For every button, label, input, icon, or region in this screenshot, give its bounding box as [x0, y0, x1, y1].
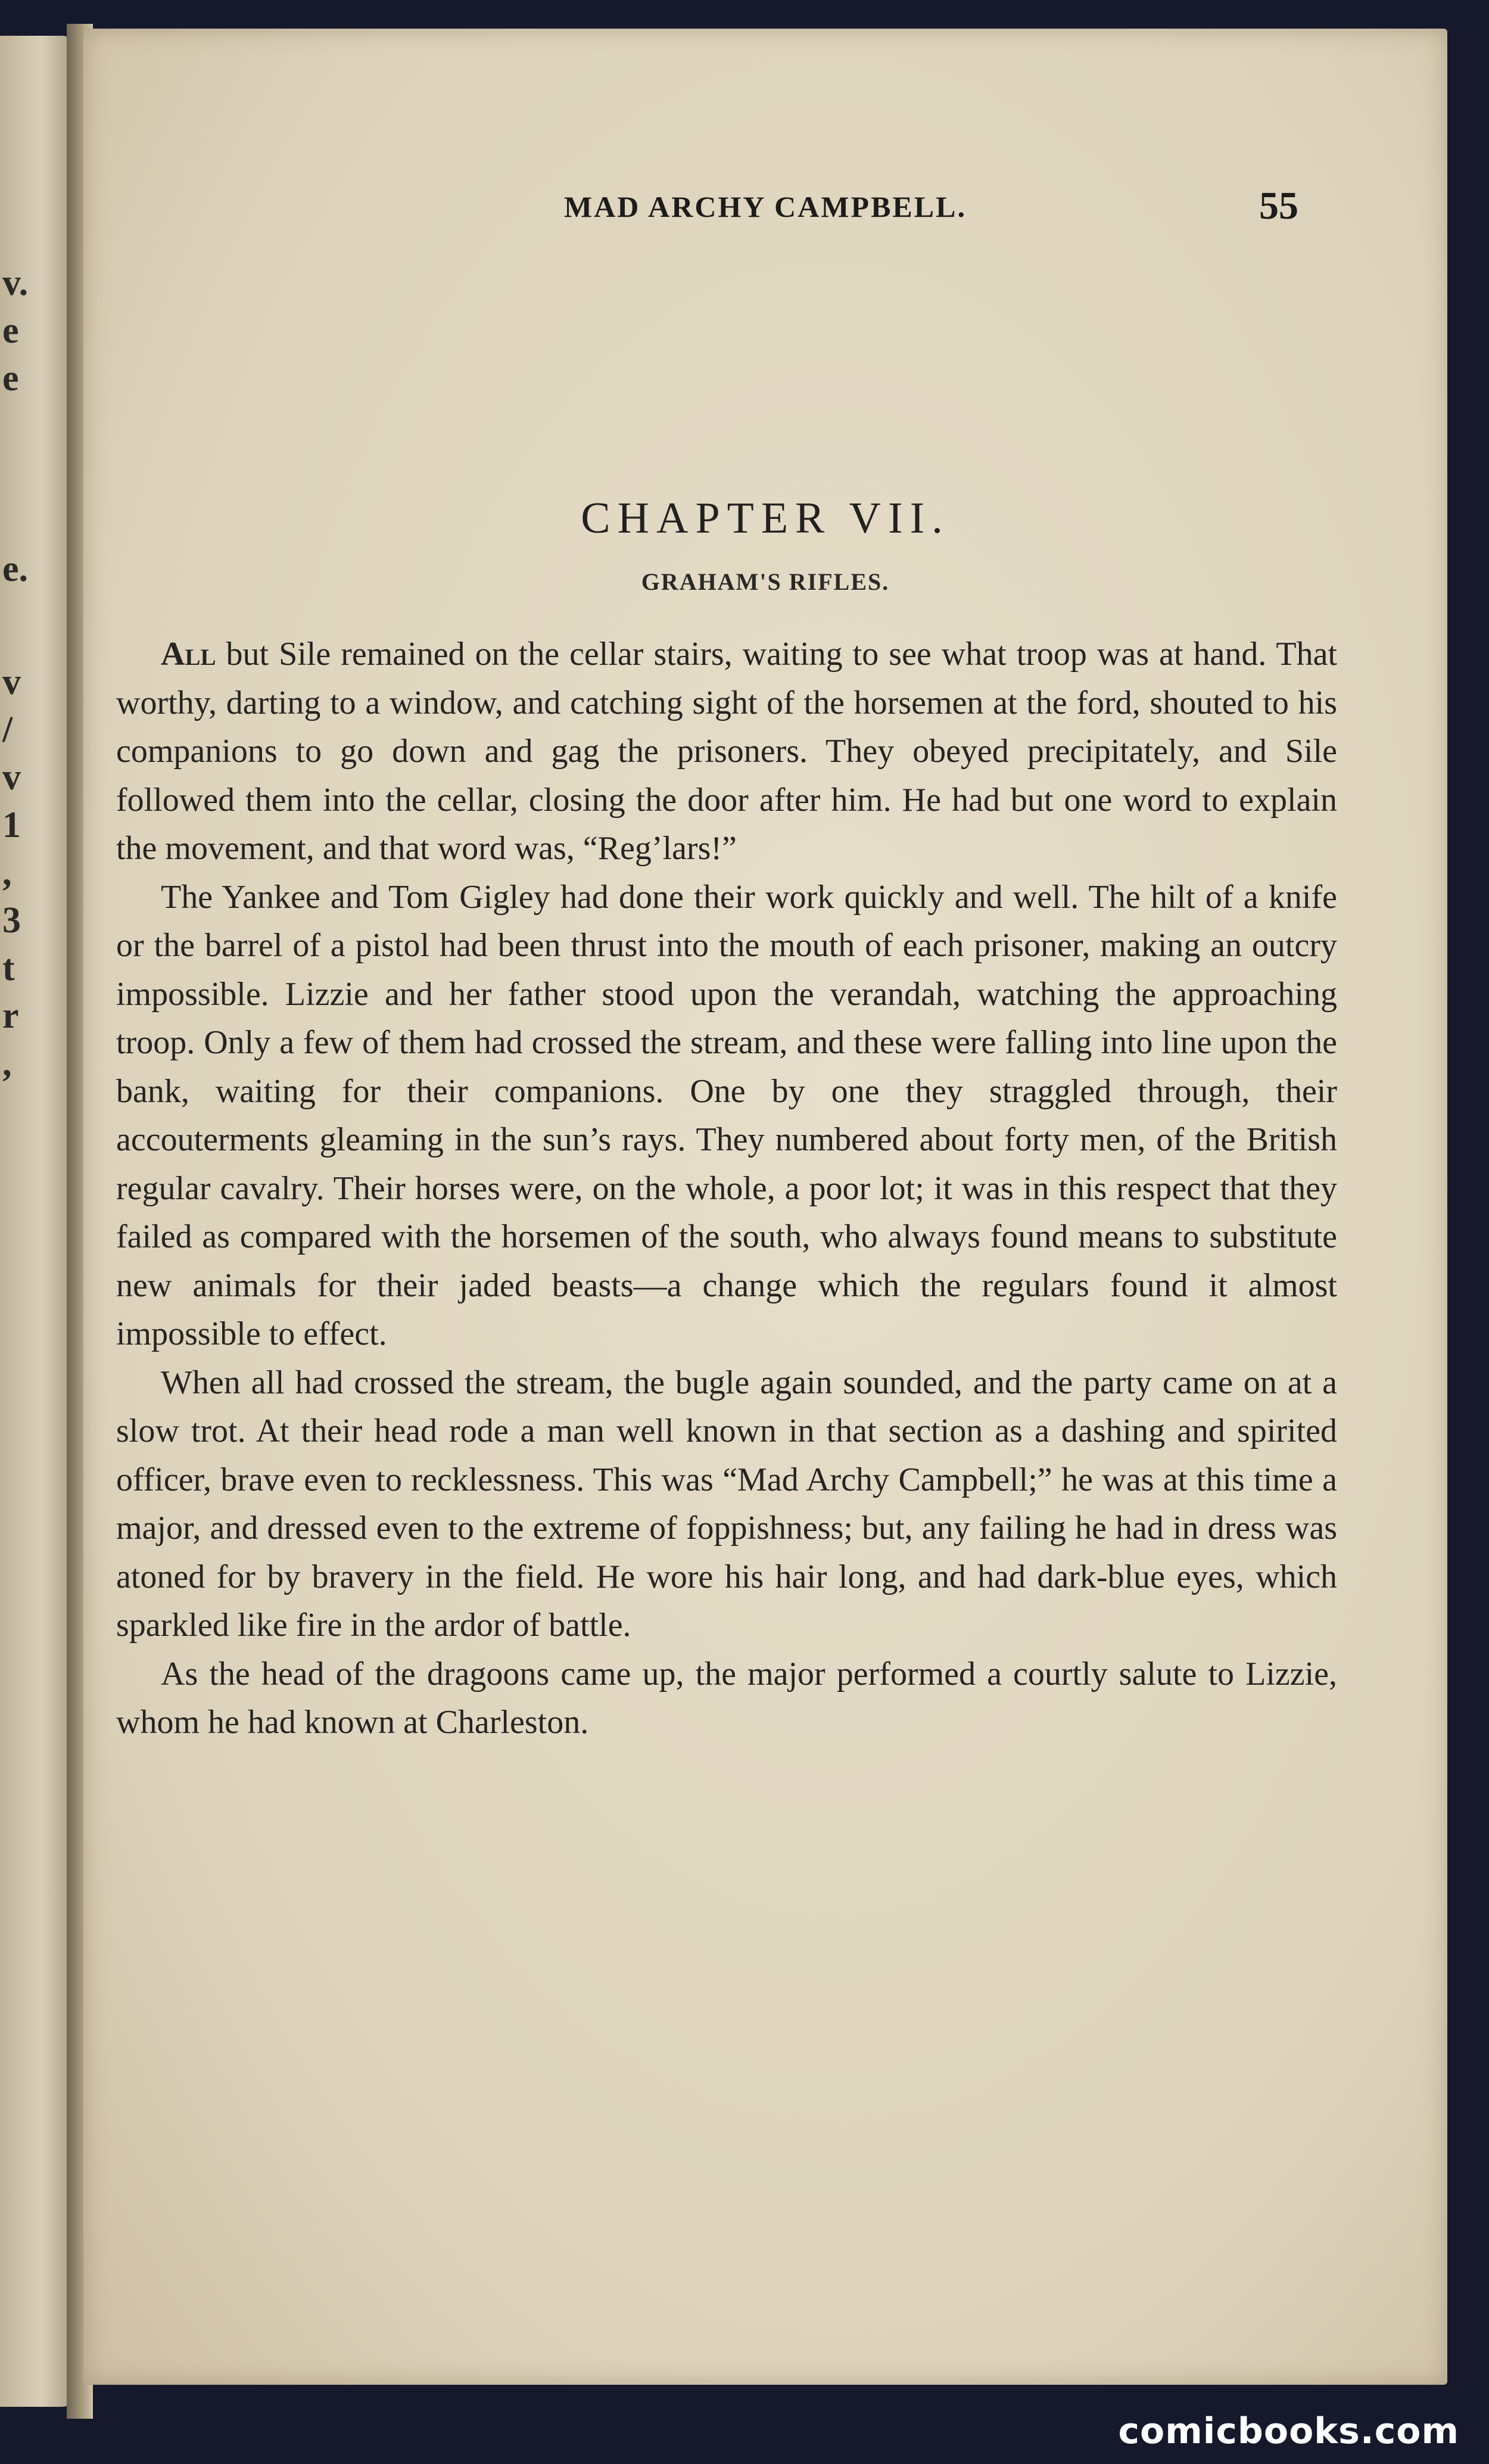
- running-title: MAD ARCHY CAMPBELL.: [564, 190, 967, 223]
- chapter-title: CHAPTER VII.: [581, 494, 950, 543]
- paragraph: [116, 630, 1337, 873]
- left-page-fragment: v: [2, 757, 21, 798]
- book-page: [83, 29, 1447, 2385]
- left-page-edge: [0, 36, 74, 2407]
- left-page-fragment: ,: [2, 853, 12, 893]
- left-page-fragment: v: [2, 662, 21, 702]
- left-page-fragment: ,: [2, 1043, 12, 1084]
- paragraph: [116, 1359, 1337, 1650]
- paragraph-text: When all had crossed the stream, the bugle again sounded, and the party came on at a slow trot. At their head rode a man well known in that section as a dashing and spirited officer, brave even to recklessness. This was “Mad Archy Campbell;” he was at this time a major, and dressed even to the extreme of foppishness; but, any failing he had in dress was atoned for by bravery in the field. He wore his hair long, and had dark-blue eyes, which sparkled like fire in the ardor of battle.: [116, 1364, 1337, 1644]
- paragraph-text: but Sile remained on the cellar stairs, waiting to see what troop was at hand. That worthy, darting to a window, and catching sight of the horsemen at the ford, shouted to his companions to go down and gag the prisoners. They obeyed precipitately, and Sile followed them into the cellar, closing the door after him. He had but one word to explain the movement, and that word was, “Reg’lars!”: [116, 636, 1337, 867]
- left-page-fragment: /: [2, 710, 13, 750]
- left-page-fragment: r: [2, 995, 19, 1036]
- paragraph-lead: All: [161, 636, 216, 673]
- left-page-fragment: t: [2, 948, 15, 988]
- left-page-fragment: 1: [2, 805, 21, 845]
- page-number: 55: [1259, 184, 1298, 228]
- left-page-fragment: e: [2, 358, 19, 399]
- left-page-fragment: e.: [2, 549, 29, 589]
- paragraph-text: As the head of the dragoons came up, the major performed a courtly salute to Lizzie, whom he had known at Charleston.: [116, 1655, 1337, 1741]
- body-text: [116, 630, 1337, 1747]
- site-watermark: comicbooks.com: [1118, 2410, 1459, 2452]
- left-page-fragment: e: [2, 310, 19, 351]
- paragraph: [116, 1650, 1337, 1747]
- left-page-fragment: v.: [2, 263, 29, 303]
- chapter-subtitle: GRAHAM'S RIFLES.: [641, 568, 890, 595]
- paragraph-text: The Yankee and Tom Gigley had done their work quickly and well. The hilt of a knife or the barrel of a pistol had been thrust into the mouth of each prisoner, making an outcry impossible. Lizzie and her father stood upon the verandah, watching the approaching troop. Only a few of them had crossed the stream, and these were falling into line upon the bank, waiting for their companions. One by one they straggled through, their accouterments gleaming in the sun’s rays. They numbered about forty men, of the British regular cavalry. Their horses were, on the whole, a poor lot; it was in this respect that they failed as compared with the horsemen of the south, who always found means to substitute new animals for their jaded beasts—a change which the regulars found it almost impossible to effect.: [116, 878, 1337, 1352]
- left-page-fragment: 3: [2, 900, 21, 941]
- page-header: [83, 172, 1447, 243]
- paragraph: [116, 873, 1337, 1359]
